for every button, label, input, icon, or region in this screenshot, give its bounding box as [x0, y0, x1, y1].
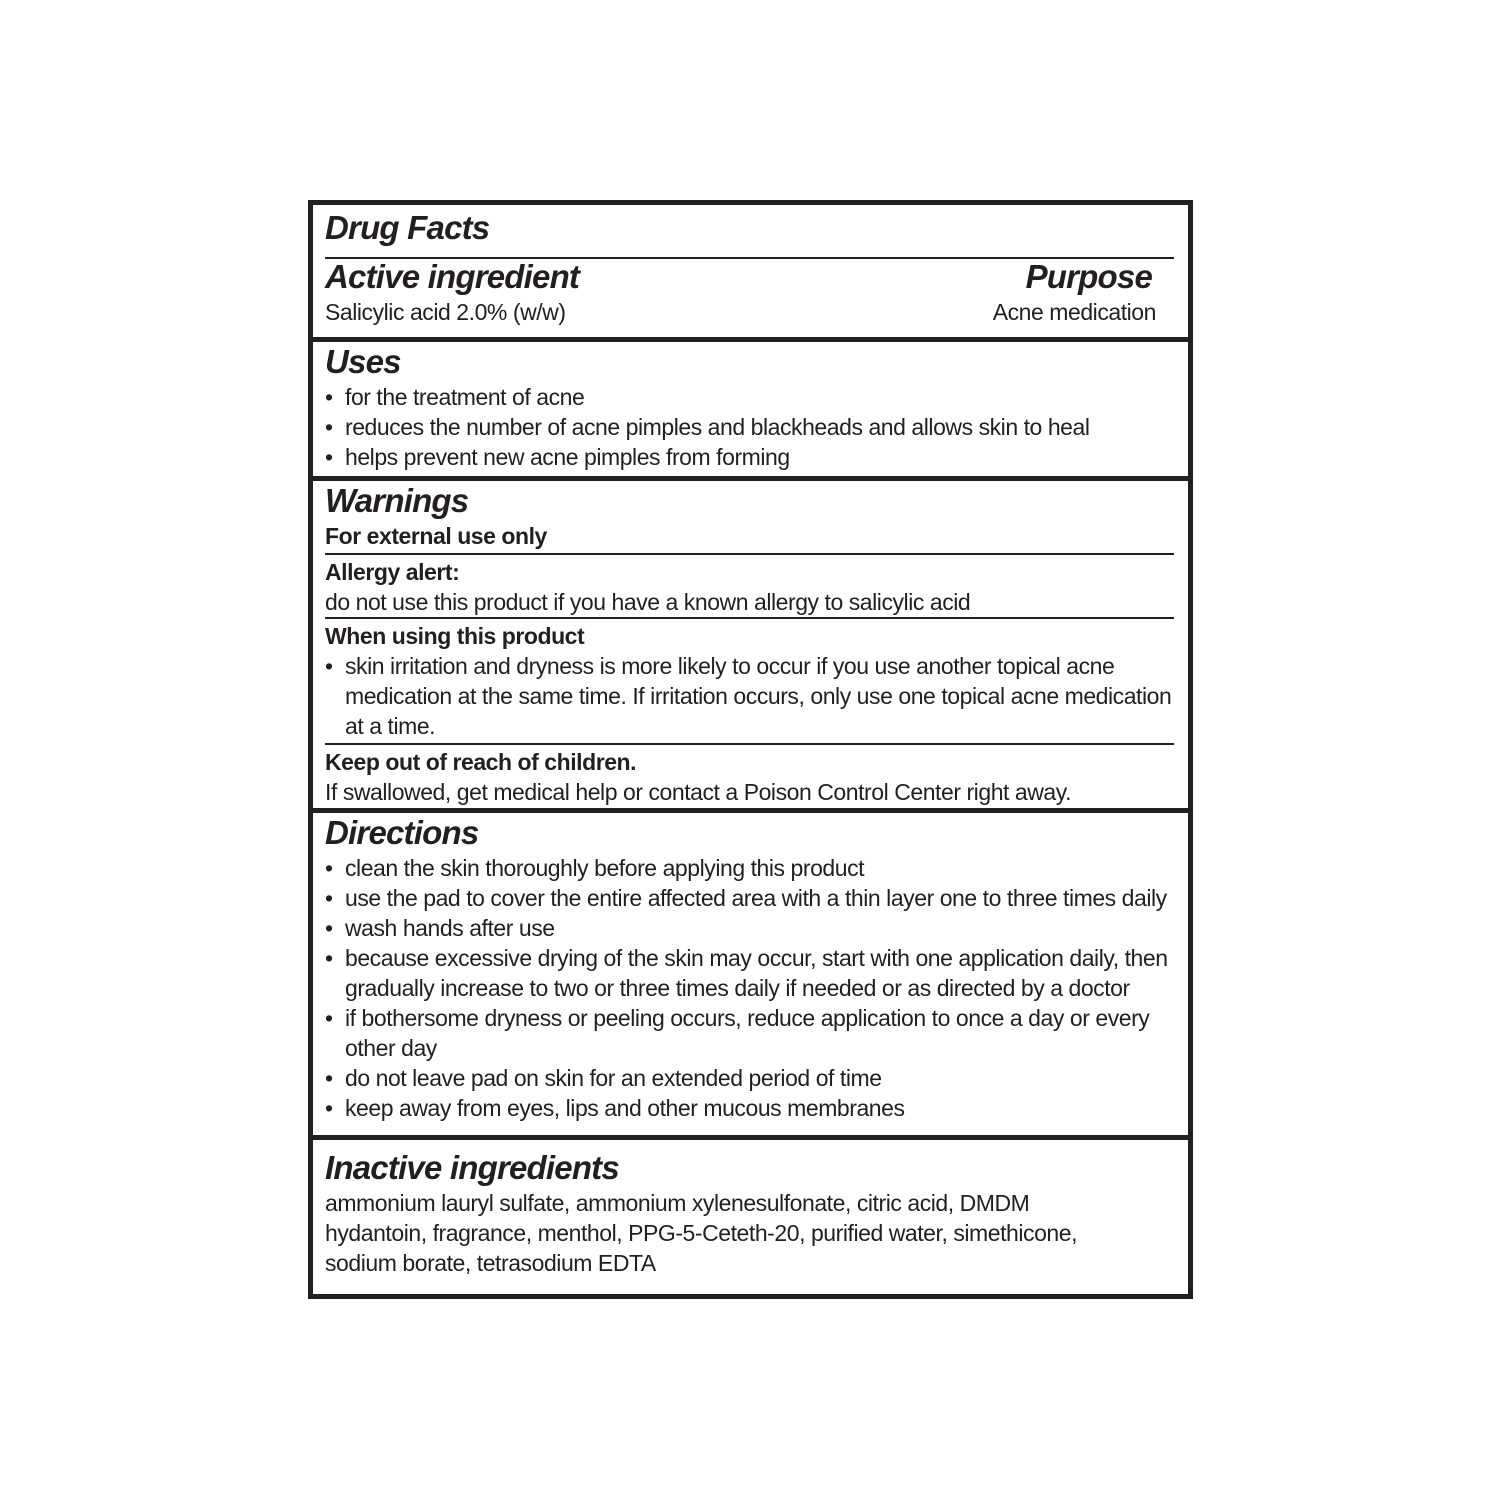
drug-facts-label	[308, 200, 1193, 1299]
list-item-text: skin irritation and dryness is more likely to occur if you use another topical acne medication at the same time. If irritation occurs, only use one topical acne medication at a time.	[345, 653, 1172, 739]
list-item-text: do not leave pad on skin for an extended period of time	[345, 1065, 882, 1091]
inactive-heading: Inactive ingredients	[325, 1149, 619, 1186]
bullet-icon: •	[325, 945, 333, 971]
list-item-text: use the pad to cover the entire affected area with a thin layer one to three times daily	[345, 885, 1167, 911]
warnings-heading: Warnings	[325, 482, 469, 519]
list-item	[325, 1063, 1180, 1093]
bullet-icon: •	[325, 1005, 333, 1031]
bullet-icon: •	[325, 384, 333, 410]
allergy-heading: Allergy alert:	[325, 559, 460, 585]
uses-section	[313, 342, 1188, 481]
keep-out-text: If swallowed, get medical help or contact a Poison Control Center right away.	[325, 779, 1072, 805]
bullet-icon: •	[325, 915, 333, 941]
active-ingredient-heading: Active ingredient	[325, 258, 580, 295]
keep-out-heading: Keep out of reach of children.	[325, 749, 637, 775]
list-item	[325, 913, 1180, 943]
allergy-text: do not use this product if you have a known allergy to salicylic acid	[325, 589, 971, 615]
uses-heading: Uses	[325, 343, 401, 380]
list-item-text: keep away from eyes, lips and other mucous membranes	[345, 1095, 905, 1121]
inactive-text: ammonium lauryl sulfate, ammonium xylenesulfonate, citric acid, DMDM hydantoin, fragrance, menthol, PPG-5-Ceteth-20, purified water, simethicone, sodium borate, tetrasodium EDTA	[325, 1190, 1078, 1276]
bullet-icon: •	[325, 885, 333, 911]
when-using-heading: When using this product	[325, 623, 585, 649]
list-item-text: clean the skin thoroughly before applying this product	[345, 855, 865, 881]
list-item-text: helps prevent new acne pimples from forming	[345, 444, 790, 470]
directions-heading: Directions	[325, 814, 479, 851]
list-item	[325, 1003, 1180, 1063]
list-item	[325, 651, 1175, 741]
bullet-icon: •	[325, 1095, 333, 1121]
list-item	[325, 442, 1174, 472]
list-item	[325, 943, 1180, 1003]
list-item	[325, 382, 1174, 412]
drug-facts-title: Drug Facts	[325, 209, 490, 246]
external-use-text: For external use only	[325, 523, 547, 549]
bullet-icon: •	[325, 414, 333, 440]
list-item-text: if bothersome dryness or peeling occurs, reduce application to once a day or every other day	[345, 1005, 1150, 1061]
active-ingredient-section	[313, 205, 1188, 342]
inactive-ingredients-section	[313, 1140, 1188, 1294]
list-item-text: for the treatment of acne	[345, 384, 585, 410]
warnings-section	[313, 481, 1188, 813]
list-item	[325, 853, 1180, 883]
bullet-icon: •	[325, 855, 333, 881]
list-item-text: reduces the number of acne pimples and blackheads and allows skin to heal	[345, 414, 1090, 440]
bullet-icon: •	[325, 653, 333, 679]
list-item-text: wash hands after use	[345, 915, 555, 941]
bullet-icon: •	[325, 444, 333, 470]
list-item	[325, 412, 1174, 442]
purpose-heading: Purpose	[1025, 258, 1152, 295]
purpose: Acne medication	[992, 299, 1156, 325]
directions-section	[313, 813, 1188, 1140]
list-item-text: because excessive drying of the skin may occur, start with one application daily, then gradually increase to two or three times daily if needed or as directed by a doctor	[345, 945, 1168, 1001]
list-item	[325, 1093, 1180, 1123]
active-ingredient: Salicylic acid 2.0% (w/w)	[325, 299, 566, 325]
list-item	[325, 883, 1180, 913]
bullet-icon: •	[325, 1065, 333, 1091]
